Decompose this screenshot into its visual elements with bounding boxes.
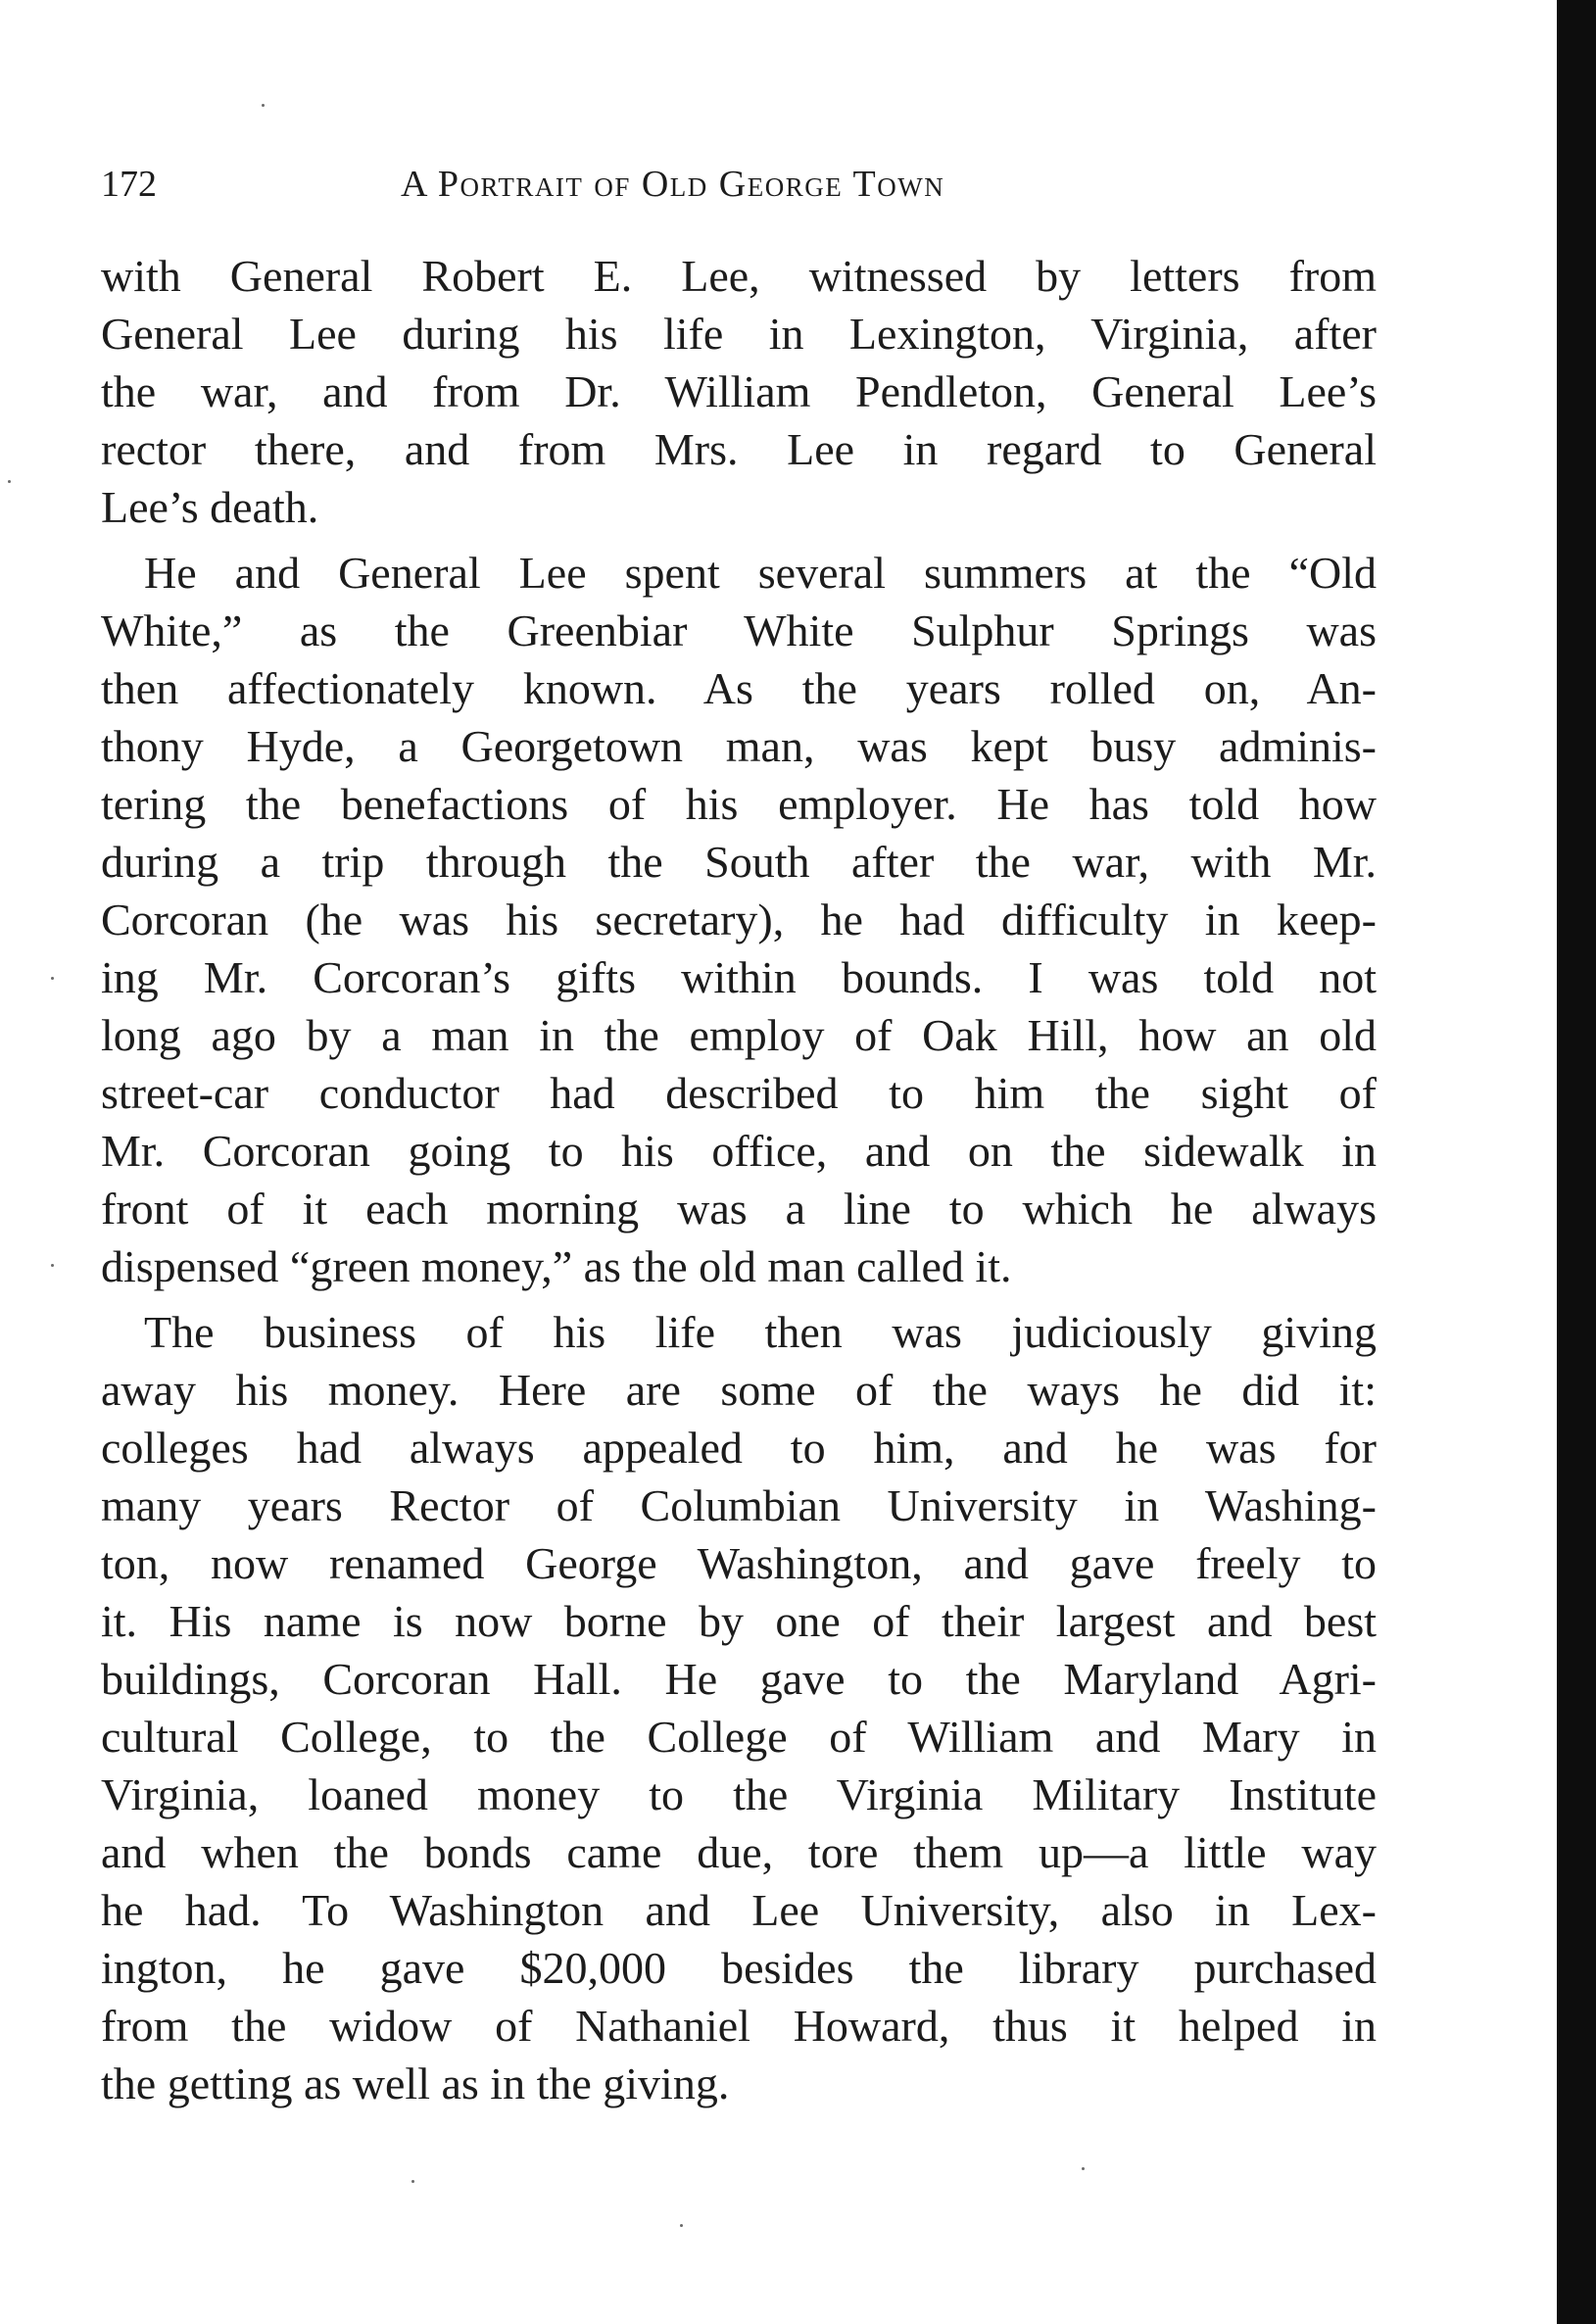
- scan-speck: [411, 2180, 414, 2183]
- text-line: cultural College, to the College of William and Mary in: [101, 1712, 1377, 1762]
- text-line: buildings, Corcoran Hall. He gave to the Maryland Agri-: [101, 1654, 1377, 1704]
- text-line: Lee’s death.: [101, 482, 319, 532]
- text-line: Mr. Corcoran going to his office, and on the sidewalk in: [101, 1126, 1377, 1176]
- paragraph-gap: [101, 536, 1377, 544]
- text-line: the getting as well as in the giving.: [101, 2058, 730, 2108]
- scan-speck: [51, 1264, 54, 1267]
- text-line: and when the bonds came due, tore them up—a little way: [101, 1827, 1377, 1877]
- text-line: dispensed “green money,” as the old man called it.: [101, 1241, 1012, 1291]
- running-title: A Portrait of Old George Town: [401, 164, 945, 205]
- text-line: during a trip through the South after the war, with Mr.: [101, 837, 1377, 887]
- scan-speck: [1082, 2167, 1085, 2170]
- paragraph-gap: [101, 1295, 1377, 1303]
- paragraph: [101, 247, 1377, 536]
- paragraph: [101, 1303, 1377, 2112]
- text-line: away his money. Here are some of the ways he did it:: [101, 1365, 1377, 1415]
- text-line: the war, and from Dr. William Pendleton, General Lee’s: [101, 366, 1377, 416]
- text-line: The business of his life then was judiciously giving: [144, 1307, 1377, 1357]
- text-line: many years Rector of Columbian University in Washing-: [101, 1480, 1377, 1530]
- scan-speck: [262, 104, 265, 107]
- text-line: it. His name is now borne by one of their largest and best: [101, 1596, 1377, 1646]
- text-line: with General Robert E. Lee, witnessed by letters from: [101, 251, 1377, 301]
- text-line: ing Mr. Corcoran’s gifts within bounds. I was told not: [101, 952, 1377, 1002]
- text-line: rector there, and from Mrs. Lee in regard to General: [101, 424, 1377, 474]
- paragraph: [101, 544, 1377, 1295]
- text-line: General Lee during his life in Lexington, Virginia, after: [101, 309, 1377, 359]
- text-line: street-car conductor had described to him the sight of: [101, 1068, 1377, 1118]
- text-line: tering the benefactions of his employer. He has told how: [101, 779, 1377, 829]
- text-line: thony Hyde, a Georgetown man, was kept busy adminis-: [101, 721, 1377, 771]
- text-line: Virginia, loaned money to the Virginia Military Institute: [101, 1769, 1377, 1819]
- text-line: then affectionately known. As the years rolled on, An-: [101, 663, 1377, 713]
- text-line: he had. To Washington and Lee University, also in Lex-: [101, 1885, 1377, 1935]
- text-line: Corcoran (he was his secretary), he had difficulty in keep-: [101, 895, 1377, 944]
- scan-edge-bar: [1557, 0, 1596, 2324]
- text-line: long ago by a man in the employ of Oak Hill, how an old: [101, 1010, 1377, 1060]
- text-line: ton, now renamed George Washington, and gave freely to: [101, 1538, 1377, 1588]
- scan-speck: [51, 977, 54, 980]
- text-line: front of it each morning was a line to which he always: [101, 1184, 1377, 1234]
- text-line: colleges had always appealed to him, and he was for: [101, 1423, 1377, 1473]
- running-head: [101, 155, 1355, 214]
- body-text: [101, 247, 1377, 2112]
- page-number: 172: [101, 164, 157, 205]
- text-line: from the widow of Nathaniel Howard, thus it helped in: [101, 2001, 1377, 2051]
- text-line: White,” as the Greenbiar White Sulphur Springs was: [101, 605, 1377, 655]
- text-line: ington, he gave $20,000 besides the library purchased: [101, 1943, 1377, 1993]
- scan-speck: [8, 480, 11, 483]
- scan-speck: [680, 2224, 683, 2227]
- text-line: He and General Lee spent several summers at the “Old: [144, 548, 1377, 598]
